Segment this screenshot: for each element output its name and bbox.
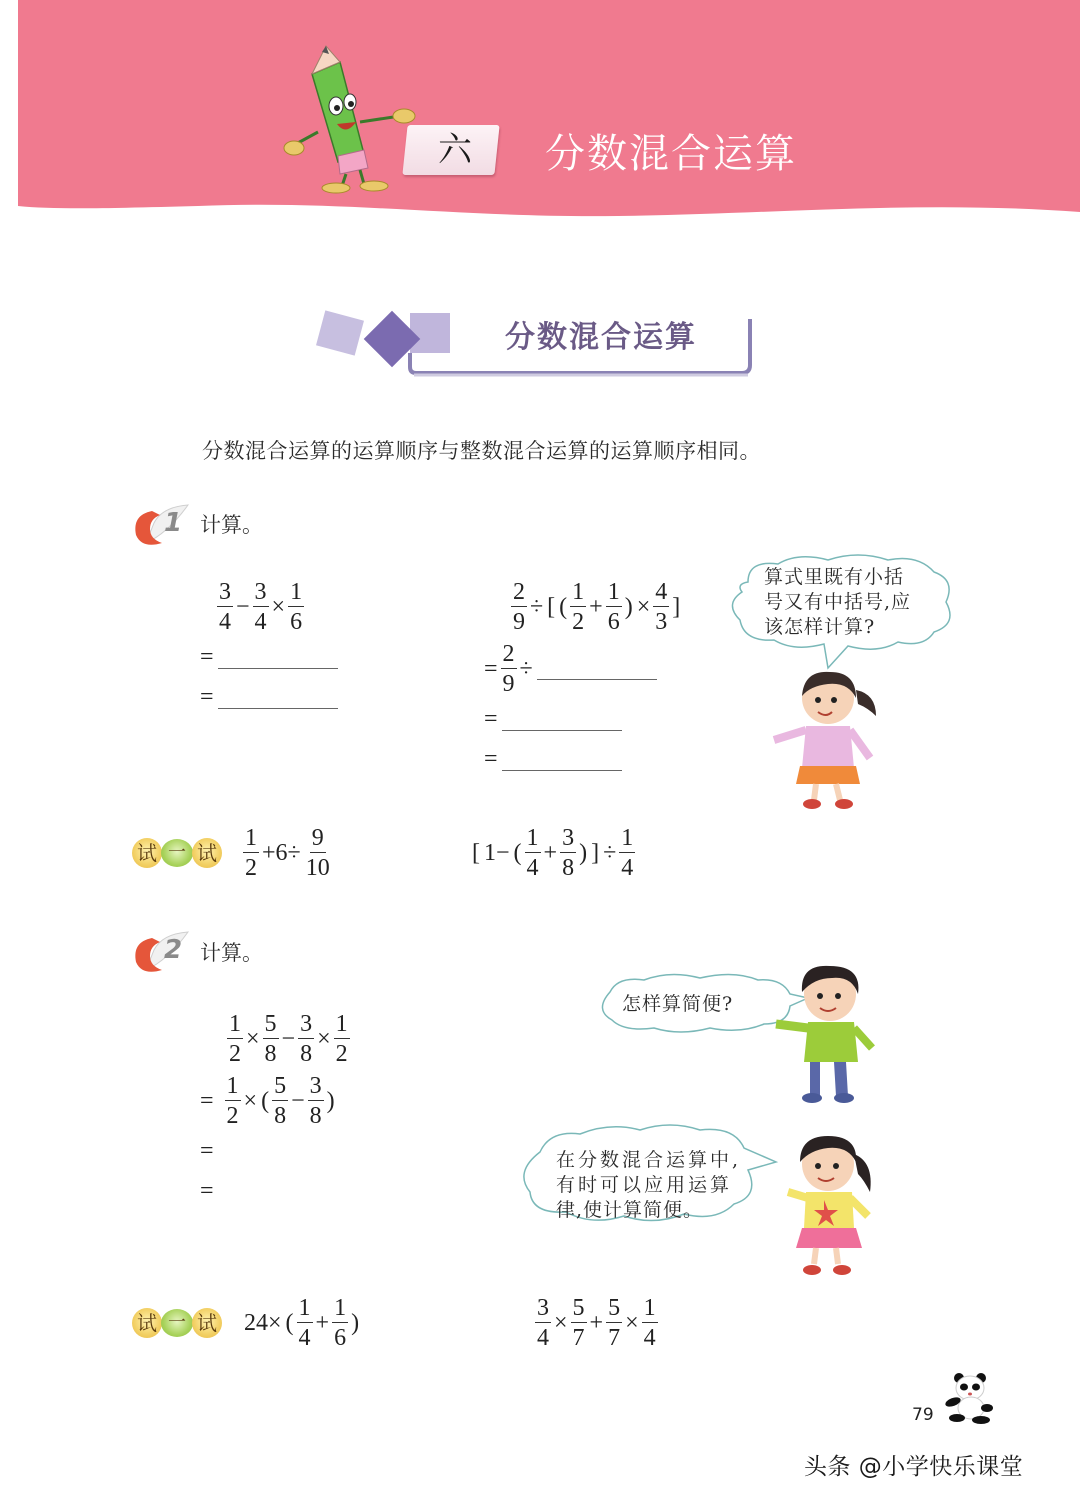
example-1b-step-3: =: [484, 746, 622, 773]
bubble-girl-line-2: 有时可以应用运算: [556, 1174, 733, 1196]
bubble-girl-line-3: 律,使计算简便。: [556, 1199, 704, 1221]
answer-blank[interactable]: [218, 687, 338, 709]
example-2-badge-icon: [132, 930, 192, 976]
try-2-problem-b: $\frac{3}{4}$ × $\frac{5}{7}$ + $\frac{5}{7}$ × $\frac{1}{4}$: [537, 1295, 656, 1351]
section-title: 分数混合运算: [505, 320, 697, 355]
banner-background: [18, 0, 1080, 230]
bubble-1-line-1: 算式里既有小括: [764, 566, 905, 588]
boy-character-icon: [772, 962, 882, 1104]
example-2-step-4: =: [200, 1178, 214, 1204]
chapter-title: 分数混合运算: [545, 131, 797, 177]
answer-blank[interactable]: [502, 709, 622, 731]
intro-text: 分数混合运算的运算顺序与整数混合运算的运算顺序相同。: [202, 439, 761, 463]
bubble-1-line-2: 号又有中括号,应: [764, 591, 912, 613]
chapter-number: 六: [438, 130, 472, 170]
girl-character-icon: [780, 1132, 880, 1278]
example-2-number: 2: [164, 935, 183, 965]
try-it-badge: 试 一 试: [132, 1306, 224, 1340]
try-2-problem-a: 24× ( $\frac{1}{4}$ + $\frac{1}{6}$ ): [244, 1295, 360, 1351]
bubble-girl-line-1: 在分数混合运算中,: [556, 1149, 742, 1171]
example-2-line-1: $\frac{1}{2}$ × $\frac{5}{8}$ − $\frac{3}{8}$ × $\frac{1}{2}$: [229, 1011, 348, 1067]
chapter-banner: [18, 0, 1080, 230]
try-1-problem-b: [ 1− ( $\frac{1}{4}$ + $\frac{3}{8}$ ) ] ÷ $\frac{1}{4}$: [472, 825, 634, 881]
example-1b-step-2: =: [484, 706, 622, 733]
example-1-number: 1: [164, 508, 183, 538]
example-2-step-3: =: [200, 1138, 214, 1164]
example-1-problem-b: $\frac{2}{9}$ ÷ [ ( $\frac{1}{2}$ + $\frac{1}{6}$ ) × $\frac{4}{3}$ ]: [513, 579, 681, 635]
bubble-boy-text: 怎样算简便?: [622, 993, 734, 1015]
try-it-badge: 试 一 试: [132, 836, 224, 870]
page-number: 79: [912, 1405, 934, 1425]
answer-blank[interactable]: [502, 749, 622, 771]
example-1a-step-2: =: [200, 684, 338, 711]
example-1b-step-1: = $\frac{2}{9}$ ÷: [484, 642, 657, 696]
answer-blank[interactable]: [537, 658, 657, 680]
watermark: 头条 @小学快乐课堂: [804, 1454, 1024, 1480]
answer-blank[interactable]: [218, 647, 338, 669]
example-1-badge-icon: [132, 503, 192, 549]
panda-icon: [945, 1372, 995, 1424]
bubble-1-line-3: 该怎样计算?: [764, 616, 876, 638]
example-1-problem-a: $\frac{3}{4}$ − $\frac{3}{4}$ × $\frac{1}{6}$: [219, 579, 303, 635]
try-1-problem-a: $\frac{1}{2}$ +6÷ $\frac{9}{10}$: [245, 825, 330, 881]
example-2-label: 计算。: [200, 941, 263, 965]
girl-character-icon: [770, 668, 885, 813]
example-1-label: 计算。: [200, 513, 263, 537]
example-1a-step-1: =: [200, 644, 338, 671]
example-2-line-2: = $\frac{1}{2}$ × ( $\frac{5}{8}$ − $\frac{3}{8}$ ): [200, 1073, 335, 1129]
